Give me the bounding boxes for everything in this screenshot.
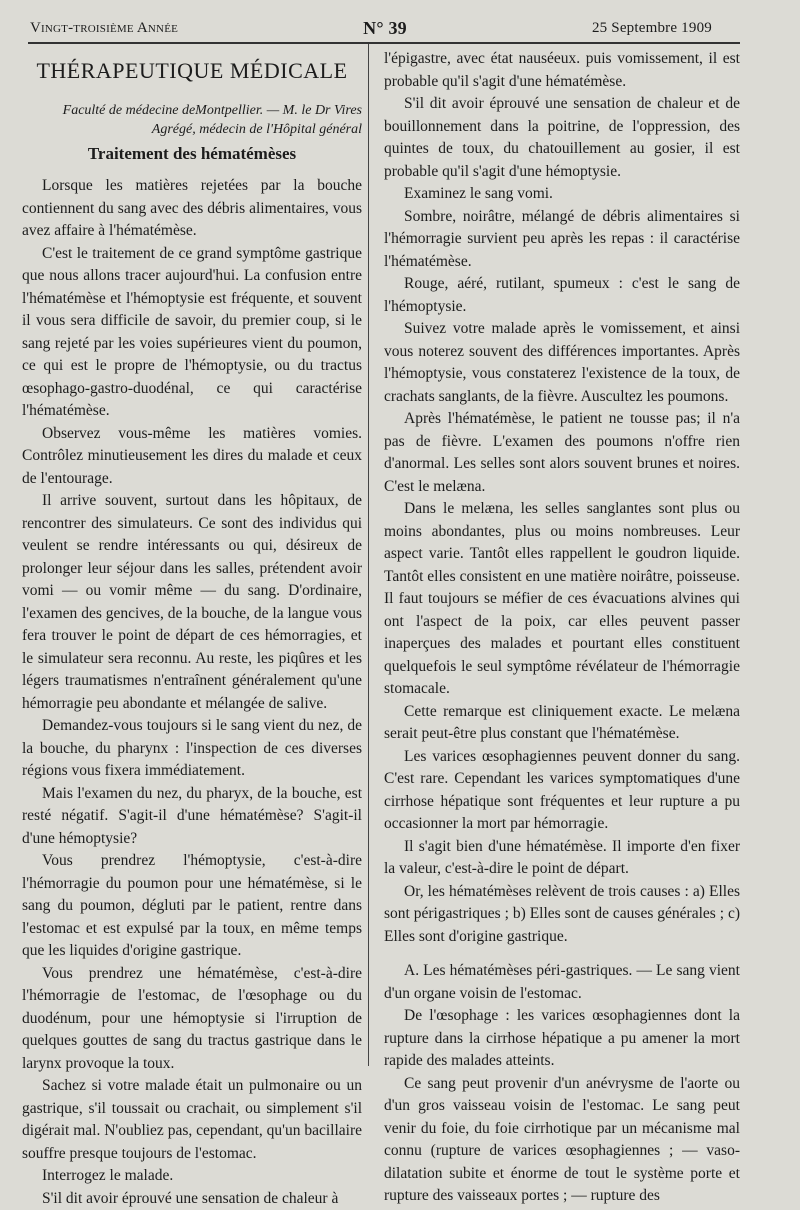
- left-paragraph-9: Interrogez le malade.: [22, 1165, 362, 1188]
- left-paragraph-10: S'il dit avoir éprouvé une sensation de chaleur à: [22, 1188, 362, 1210]
- left-paragraph-8: Sachez si votre malade était un pulmonaire ou un gastrique, s'il toussait ou crachait, ou simplement s'il digérait mal. N'oubliez pas, cependant, qu'un bacillaire souffre presque toujours de l'estomac.: [22, 1075, 362, 1165]
- left-paragraph-3: Il arrive souvent, surtout dans les hôpitaux, de rencontrer des simulateurs. Ce sont des individus qui veulent se rendre intéressants ou qui, désireux de prolonger leur séjour dans les salles, prétendent avoir vomi — ou vomir même — du sang. D'ordinaire, l'examen des gencives, de la bouche, de la langue vous fera trouver le point de départ de ces hémorragies, et le simulateur sera reconnu. Au reste, les piqûres et les légers traumatismes n'entraînent généralement qu'une hémorragie peu abondante et mélangée de salive.: [22, 490, 362, 715]
- left-paragraph-2: Observez vous-même les matières vomies. Contrôlez minutieusement les dires du malade et ceux de l'entourage.: [22, 423, 362, 491]
- byline-line2: Agrégé, médecin de l'Hôpital général: [22, 120, 362, 139]
- running-header: [30, 14, 712, 42]
- right-paragraph-4: Rouge, aéré, rutilant, spumeux : c'est le sang de l'hémoptysie.: [384, 273, 740, 318]
- left-paragraph-1: C'est le traitement de ce grand symptôme gastrique que nous allons tracer aujourd'hui. La confusion entre l'hématémèse et l'hémoptysie est fréquente, et souvent il vous sera difficile de savoir, du premier coup, si le sang rejeté par les voies supérieures vient du poumon, ce qui est le propre de l'hémoptysie, ou du tractus œsophago-gastro-duodénal, ce qui caractérise l'hématémèse.: [22, 243, 362, 423]
- right-column: [384, 48, 740, 1066]
- left-paragraph-5: Mais l'examen du nez, du pharyx, de la bouche, est resté négatif. S'agit-il d'une hématémèse? S'agit-il d'une hémoptysie?: [22, 783, 362, 851]
- left-column: [22, 48, 362, 1066]
- header-rule: [28, 42, 740, 44]
- left-paragraph-7: Vous prendrez une hématémèse, c'est-à-dire l'hémorragie de l'estomac, de l'œsophage ou du duodénum, pour une hémoptysie si l'irruption de quelques gouttes de sang du tractus gastrique dans le larynx provoque la toux.: [22, 963, 362, 1076]
- column-divider: [368, 44, 369, 1066]
- section-title: THÉRAPEUTIQUE MÉDICALE: [22, 60, 362, 83]
- right-paragraph-5: Suivez votre malade après le vomissement, et ainsi vous noterez souvent des différences importantes. Après l'hémoptysie, vous constaterez l'existence de la toux, de crachats sanglants, de la fièvre. Auscultez les poumons.: [384, 318, 740, 408]
- header-issue-number: N° 39: [363, 18, 407, 39]
- section-gap: [384, 948, 740, 960]
- right-paragraph-11: Or, les hématémèses relèvent de trois causes : a) Elles sont périgastriques ; b) Elles sont de causes générales ; c) Elles sont d'origine gastrique.: [384, 881, 740, 949]
- right-paragraph-9: Les varices œsophagiennes peuvent donner du sang. C'est rare. Cependant les varices symptomatiques d'une cirrhose hépatique sont fréquentes et leur rupture a pu occasionner la mort par hémorragie.: [384, 746, 740, 836]
- left-paragraph-4: Demandez-vous toujours si le sang vient du nez, de la bouche, du pharynx : l'inspection de ces diverses régions vous fixera immédiatement.: [22, 715, 362, 783]
- right-paragraph-7: Dans le melæna, les selles sanglantes sont plus ou moins abondantes, plus ou moins nombreuses. Leur aspect varie. Tantôt elles rappellent le goudron liquide. Tantôt elles consistent en une matière noirâtre, poisseuse. Il faut toujours se méfier de ces évacuations alvines qui ont l'aspect de la poix, car elles peuvent passer inaperçues des malades et pourtant elles constituent quelquefois le seul symptôme révélateur de l'hémorragie stomacale.: [384, 498, 740, 701]
- right-paragraph-0: l'épigastre, avec état nauséeux. puis vomissement, il est probable qu'il s'agit d'une hématémèse.: [384, 48, 740, 93]
- left-paragraph-0: Lorsque les matières rejetées par la bouche contiennent du sang avec des débris alimentaires, vous avez affaire à l'hématémèse.: [22, 175, 362, 243]
- right-paragraph-10: Il s'agit bien d'une hématémèse. Il importe d'en fixer la valeur, c'est-à-dire le point de départ.: [384, 836, 740, 881]
- right-paragraph-12: A. Les hématémèses péri-gastriques. — Le sang vient d'un organe voisin de l'estomac.: [384, 960, 740, 1005]
- header-year: Vingt-troisième Année: [30, 20, 178, 37]
- right-paragraph-6: Après l'hématémèse, le patient ne tousse pas; il n'a pas de fièvre. L'examen des poumons n'offre rien d'anormal. Les selles sont alors souvent brunes et noires. C'est le melæna.: [384, 408, 740, 498]
- right-paragraph-1: S'il dit avoir éprouvé une sensation de chaleur et de bouillonnement dans la poitrine, de l'oppression, des quintes de toux, du chatouillement au gosier, il est probable qu'il s'agit d'une hémoptysie.: [384, 93, 740, 183]
- right-paragraph-8: Cette remarque est cliniquement exacte. Le melæna serait peut-être plus constant que l'hématémèse.: [384, 701, 740, 746]
- right-paragraph-2: Examinez le sang vomi.: [384, 183, 740, 206]
- right-paragraph-14: Ce sang peut provenir d'un anévrysme de l'aorte ou d'un gros vaisseau voisin de l'estomac. Le sang peut venir du foie, du foie cirrhotique par un mécanisme mal connu (rupture de varices œsophagiennes ; — vaso-dilatation subite et énorme de tout le système porte et rupture des vaisseaux portes ; — rupture des: [384, 1073, 740, 1208]
- left-paragraph-6: Vous prendrez l'hémoptysie, c'est-à-dire l'hémorragie du poumon pour une hématémèse, si le sang du poumon, dégluti par le patient, rentre dans l'estomac et est expulsé par la toux, en même temps que les liquides d'origine gastrique.: [22, 850, 362, 963]
- article-title: Traitement des hématémèses: [22, 143, 362, 166]
- right-paragraph-13: De l'œsophage : les varices œsophagiennes dont la rupture dans la cirrhose hépatique a pu amener la mort rapide des malades atteints.: [384, 1005, 740, 1073]
- byline-line1: Faculté de médecine deMontpellier. — M. le Dr Vires: [22, 101, 362, 120]
- right-paragraph-3: Sombre, noirâtre, mélangé de débris alimentaires si l'hémorragie survient peu après les repas : il caractérise l'hématémèse.: [384, 206, 740, 274]
- header-date: 25 Septembre 1909: [592, 20, 712, 37]
